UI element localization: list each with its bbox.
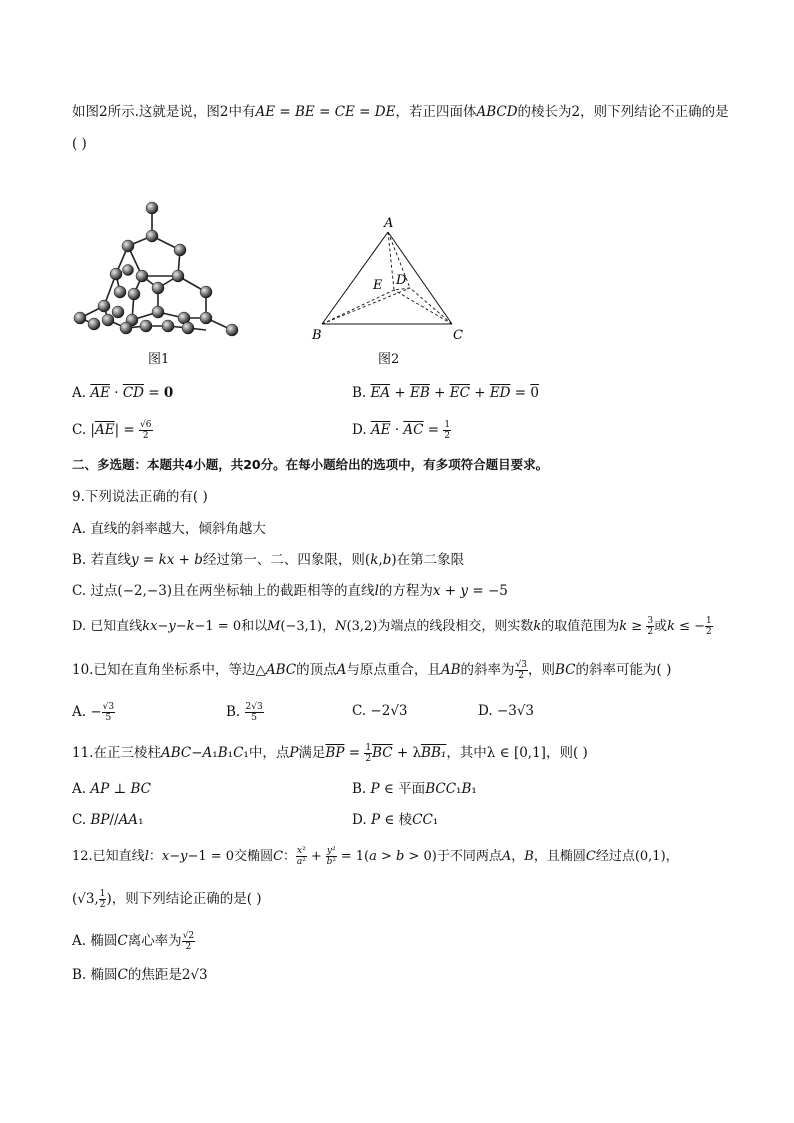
q8-option-c[interactable]: C. $|\overline{AE}|$ = $\frac{√6}{2}$ — [72, 420, 152, 441]
q9-option-a[interactable]: A. 直线的斜率越大，倾斜角越大 — [72, 521, 266, 537]
q11-option-d[interactable]: D. P ∈ 棱CC₁ — [352, 812, 439, 828]
q11-option-c[interactable]: C. BP//AA₁ — [72, 812, 144, 828]
q12-option-a[interactable]: A. 椭圆C离心率为 $\frac{√2}{2}$ — [72, 931, 195, 952]
section-2-heading: 二、多选题：本题共4小题，共20分。在每小题给出的选项中，有多项符合题目要求。 — [72, 457, 549, 472]
q11-option-b[interactable]: B. P ∈ 平面BCC₁B₁ — [352, 781, 477, 797]
q9-option-c[interactable]: C. 过点(−2,−3)且在两坐标轴上的截距相等的直线l的方程为x + y = −5 — [72, 583, 508, 599]
label-A: A — [384, 216, 394, 231]
q12-option-b[interactable]: B. 椭圆C的焦距是2√3 — [72, 967, 208, 983]
q8-option-d[interactable]: D. $\overline{AE} \cdot \overline{AC}$ = $\frac{1}{2}$ — [352, 420, 451, 441]
q12-stem-line-1: 12.已知直线l：x−y−1 = 0交椭圆C： $\frac{\text{x²}}{\text{a²}}$ + $\frac{\text{y²}}{\text{b²}}$ = 1(a > b > 0)于不同两点A，B，且椭圆C经过点(0,1)， — [72, 846, 679, 867]
q9-option-d[interactable]: D. 已知直线kx−y−k−1 = 0和以M(−3,1)，N(3,2)为端点的线段相交，则实数k的取值范围为k ≥ $\frac{3}{2}$ 或k ≤ − $\frac{1}{2}$ — [72, 616, 712, 637]
q12-stem-line-2: (√3, $\frac{1}{2}$ )，则下列结论正确的是( ) — [72, 889, 262, 910]
q9-stem: 9.下列说法正确的有( ) — [72, 489, 208, 505]
label-B: B — [312, 328, 322, 343]
intro-line-1: 如图2所示.这就是说，图2中有AE = BE = CE = DE，若正四面体ABCD的棱长为2，则下列结论不正确的是 — [72, 104, 729, 120]
figure-2-tetrahedron — [308, 212, 478, 347]
q10-option-b[interactable]: B. $\frac{2√3}{5}$ — [226, 702, 263, 723]
q10-option-c[interactable]: C. −2√3 — [352, 703, 408, 719]
q10-option-a[interactable]: A. − $\frac{√3}{5}$ — [72, 702, 115, 723]
figure-2-caption: 图2 — [378, 352, 400, 367]
q11-stem: 11.在正三棱柱ABC−A₁B₁C₁中，点P满足$\overline{BP}$ = $\frac{1}{2}$ $\overline{BC} + \lambda BB_1$，其中λ ∈ [0,1]，则( ) — [72, 743, 588, 764]
q10-option-d[interactable]: D. −3√3 — [478, 703, 535, 719]
label-E: E — [373, 278, 383, 293]
figure-1-caption: 图1 — [148, 352, 170, 367]
q8-option-a[interactable]: A. $\overline{AE} \cdot \overline{CD} = 0$ — [72, 385, 174, 401]
q9-option-b[interactable]: B. 若直线y = kx + b经过第一、二、四象限，则(k,b)在第二象限 — [72, 552, 465, 568]
q11-option-a[interactable]: A. AP ⊥ BC — [72, 781, 151, 797]
label-C: C — [453, 328, 463, 343]
label-D: D — [396, 273, 407, 288]
q10-stem: 10.已知在直角坐标系中，等边△ABC的顶点A与原点重合，且AB的斜率为 $\frac{√3}{2}$ ，则BC的斜率可能为( ) — [72, 660, 672, 681]
figure-1-ball-stack — [70, 198, 250, 343]
q8-option-b[interactable]: B. $\overline{EA} + \overline{EB} + \overline{EC} + \overline{ED} = 0$ — [352, 385, 539, 401]
intro-line-2: ( ) — [72, 136, 87, 152]
